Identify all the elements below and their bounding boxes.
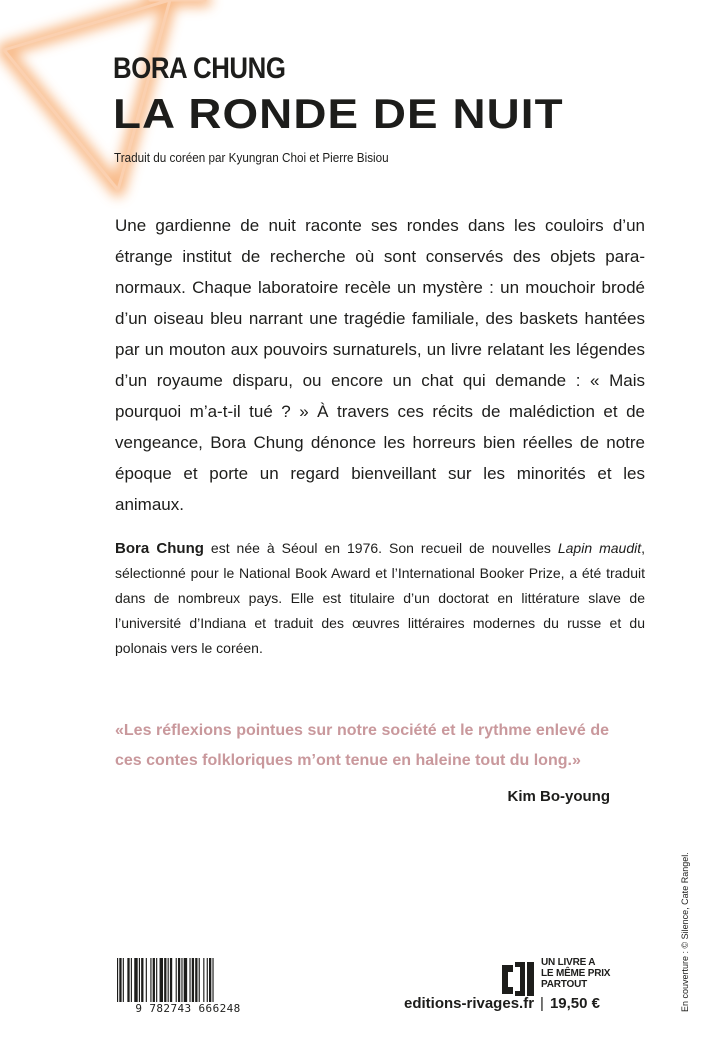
barcode-bar xyxy=(127,958,129,1008)
barcode-bar xyxy=(184,958,187,1008)
barcode-bar xyxy=(160,958,163,1008)
barcode-bar xyxy=(123,958,124,1008)
barcode-bar xyxy=(150,958,151,1008)
price-tagline xyxy=(541,957,610,990)
rivages-logo-icon xyxy=(500,960,536,998)
footer-separator: | xyxy=(540,995,544,1012)
barcode-bar xyxy=(203,958,204,1008)
barcode-bar xyxy=(131,958,132,1008)
barcode-bar xyxy=(117,958,118,1008)
tagline-line-1: UN LIVRE A xyxy=(541,957,596,968)
synopsis-text: Une gardienne de nuit raconte ses rondes dans les couloirs d’un étrange institut de recherche où sont conservés des objets paranormaux. Chaque laboratoire recèle un mystère : un mouchoir brodé d’un oiseau bleu narrant une tragédie familiale, des baskets hantées par un mouton aux pouvoirs surnaturels, un livre relatant les légendes d’un royaume disparu, ou encore un chat qui demande : « Mais pourquoi m’a-t-il tué ? » À travers ces récits de malédiction et de vengeance, Bora Chung dénonce les horreurs bien réelles de notre époque et porte un regard bienveillant sur les minorités et les animaux. xyxy=(115,216,645,514)
author-name: BORA CHUNG xyxy=(113,52,286,85)
barcode-bar xyxy=(119,958,121,1008)
cover-credit: En couverture : © Silence, Cate Rangel. xyxy=(680,852,690,1012)
barcode-bar xyxy=(146,958,147,1008)
bio-book-title: Lapin maudit xyxy=(557,540,642,556)
bio-text-part2: , sélectionné pour le National Book Award et l’International Booker Prize, a été traduit dans de nombreux pays. Elle est titulaire d’un doctorat en littérature slave de l’université d’Indiana et traduit des œuvres littéraires modernes du russe et du polonais vers le coréen. xyxy=(115,540,645,656)
book-title: LA RONDE DE NUIT xyxy=(113,90,564,137)
publisher-website: editions-rivages.fr xyxy=(404,995,535,1012)
tagline-line-2: LE MÊME PRIX xyxy=(541,968,611,979)
barcode-bar xyxy=(156,958,157,1008)
barcode-bar xyxy=(199,958,200,1008)
barcode-bar xyxy=(207,958,208,1008)
barcode xyxy=(113,958,263,1016)
press-quote: «Les réflexions pointues sur notre société et le rythme enlevé de ces contes folkloriques m’ont tenue en haleine tout du long.» xyxy=(115,722,609,769)
barcode-bar xyxy=(139,958,140,1008)
bio-author-name: Bora Chung xyxy=(115,540,204,557)
isbn-number: 9 782743 666248 xyxy=(113,1002,263,1015)
barcode-bar xyxy=(164,958,166,1008)
barcode-bar xyxy=(195,958,197,1008)
translator-credit: Traduit du coréen par Kyungran Choi et Pierre Bisiou xyxy=(114,150,389,165)
publisher-footer xyxy=(404,995,600,1012)
barcode-bar xyxy=(189,958,190,1008)
barcode-bar xyxy=(192,958,194,1008)
barcode-bar xyxy=(212,958,213,1008)
barcode-bar xyxy=(141,958,143,1008)
barcode-bar xyxy=(168,958,169,1008)
barcode-bar xyxy=(176,958,177,1008)
barcode-bar xyxy=(178,958,180,1008)
barcode-bar xyxy=(181,958,182,1008)
tagline-line-3: PARTOUT xyxy=(541,979,588,990)
barcode-bar xyxy=(153,958,155,1008)
bio-text-part1: est née à Séoul en 1976. Son recueil de nouvelles xyxy=(203,540,558,556)
barcode-bars xyxy=(113,958,263,1008)
barcode-bar xyxy=(209,958,211,1008)
author-bio xyxy=(115,536,645,661)
quote-author: Kim Bo-young xyxy=(507,788,610,805)
barcode-bar xyxy=(170,958,172,1008)
book-price: 19,50 € xyxy=(549,995,600,1012)
barcode-bar xyxy=(134,958,137,1008)
